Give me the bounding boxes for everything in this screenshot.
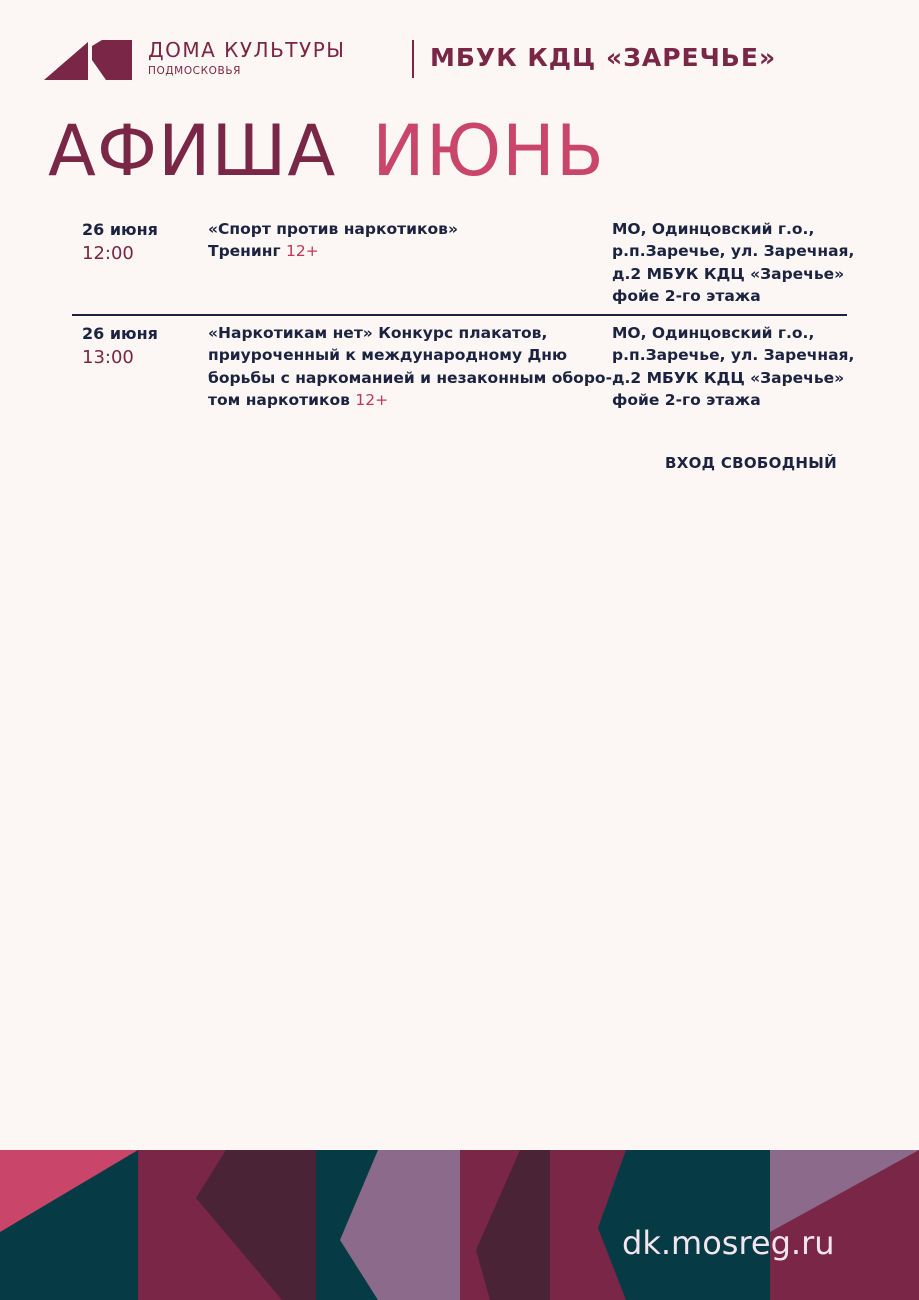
website-url: dk.mosreg.ru — [622, 1224, 835, 1262]
event-desc-line-with-age — [208, 240, 603, 262]
event-date: 26 июня — [82, 324, 158, 343]
event-place — [612, 322, 855, 412]
event-place-line: МО, Одинцовский г.о., — [612, 324, 815, 342]
event-row — [72, 322, 855, 418]
event-datetime — [82, 322, 197, 371]
event-datetime — [82, 218, 197, 267]
header — [44, 38, 884, 82]
event-row — [72, 218, 855, 314]
event-place-line: МО, Одинцовский г.о., — [612, 220, 815, 238]
org-name: МБУК КДЦ «ЗАРЕЧЬЕ» — [430, 43, 777, 72]
event-place-line: фойе 2-го этажа — [612, 391, 761, 410]
event-desc-line: Тренинг — [208, 242, 281, 261]
event-time: 12:00 — [82, 243, 134, 264]
header-divider — [412, 40, 414, 78]
title-word-afisha: АФИША — [48, 110, 337, 192]
logo-text — [148, 38, 345, 78]
event-description — [208, 218, 603, 263]
logo-title: ДОМА КУЛЬТУРЫ — [148, 38, 346, 62]
page-title — [48, 108, 605, 194]
title-word-month: ИЮНЬ — [372, 110, 605, 192]
event-time: 13:00 — [82, 347, 134, 368]
event-separator — [72, 314, 847, 316]
event-place-line: р.п.Заречье, ул. Заречная, — [612, 242, 855, 261]
logo-subtitle: ПОДМОСКОВЬЯ — [148, 65, 242, 77]
event-desc-line: приуроченный к международному Дню — [208, 346, 568, 365]
event-desc-line-with-age — [208, 389, 603, 411]
event-place — [612, 218, 855, 308]
event-desc-line: «Спорт против наркотиков» — [208, 220, 458, 238]
event-place-line: д.2 МБУК КДЦ «Заречье» — [612, 264, 845, 283]
age-rating-badge: 12+ — [285, 242, 319, 261]
age-rating-badge: 12+ — [355, 391, 389, 410]
event-desc-line: том наркотиков — [208, 391, 350, 410]
free-entry-note: ВХОД СВОБОДНЫЙ — [665, 454, 837, 472]
event-description — [208, 322, 612, 412]
event-place-line: фойе 2-го этажа — [612, 287, 761, 306]
event-place-line: р.п.Заречье, ул. Заречная, — [612, 346, 855, 365]
event-place-line: д.2 МБУК КДЦ «Заречье» — [612, 368, 845, 387]
event-desc-line: «Наркотикам нет» Конкурс плакатов, — [208, 324, 548, 342]
event-desc-line: борьбы с наркоманией и незаконным оборо- — [208, 368, 612, 387]
event-date: 26 июня — [82, 220, 158, 239]
logo-mark-icon — [44, 40, 132, 80]
